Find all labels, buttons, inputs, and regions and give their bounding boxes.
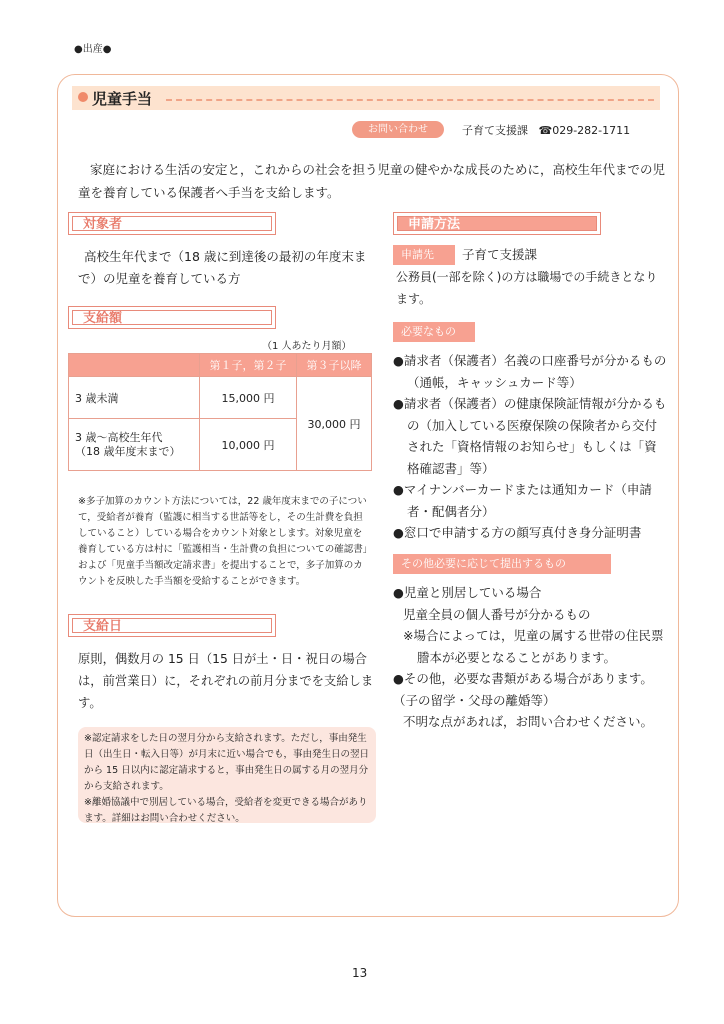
other-item-1: ●児童と別居している場合 <box>393 585 542 600</box>
inquiry-badge: お問い合わせ <box>352 121 444 138</box>
table-header-first-second: 第１子，第２子 <box>200 354 297 377</box>
application-heading-box <box>393 212 601 235</box>
row-label-line2: （18 歳年度末まで） <box>75 444 181 458</box>
required-items-badge: 必要なもの <box>393 322 475 342</box>
amount-unit-note: （1 人あたり月額） <box>262 341 352 352</box>
application-place-badge: 申請先 <box>393 245 455 265</box>
row-under3-label: 3 歳未満 <box>69 377 200 419</box>
other-items-list <box>393 582 671 733</box>
required-item-4: ●窓口で申請する方の顔写真付き身分証明書 <box>393 525 642 540</box>
third-child-value: 30,000 円 <box>297 377 372 471</box>
multi-child-note: ※多子加算のカウント方法については，22 歳年度末までの子について，受給者が養育（監護に相当する世話等をし，その生計費を負担していること）している場合をカウント対象とします。対象児童を養育している方は村に「監護相当・生計費の負担についての確認書」および「児童手当額改定請求書」を提出することで，多子加算のカウントを反映した手当額を受給することができます。 <box>78 496 368 587</box>
eligibility-heading: 対象者 <box>72 216 272 231</box>
amount-heading-box <box>68 306 276 329</box>
other-item-1-note: ※場合によっては，児童の属する世帯の住民票謄本が必要となることがあります。 <box>403 628 664 665</box>
other-item-2: ●その他，必要な書類がある場合があります。 <box>393 671 653 686</box>
page-number: 13 <box>352 966 368 980</box>
title-band <box>72 86 660 110</box>
required-item-3: ●マイナンバーカードまたは通知カード（申請者・配偶者分） <box>393 482 652 519</box>
closing-text: 不明な点があれば，お問い合わせください。 <box>403 714 654 729</box>
required-item-2: ●請求者（保護者）の健康保険証情報が分かるもの（加入している医療保険の保険者から交付された「資格情報のお知らせ」もしくは「資格確認書」等） <box>393 396 667 476</box>
other-items-badge: その他必要に応じて提出するもの <box>393 554 611 574</box>
required-item-1: ●請求者（保護者）名義の口座番号が分かるもの（通帳，キャッシュカード等） <box>393 353 667 390</box>
row-3-to-highschool-label <box>69 419 200 471</box>
inquiry-contact <box>462 122 630 138</box>
title-bullet-icon <box>78 92 88 102</box>
row-3-to-highschool-value: 10,000 円 <box>200 419 297 471</box>
eligibility-heading-box <box>68 212 276 235</box>
payment-heading-box <box>68 614 276 637</box>
amount-heading: 支給額 <box>72 310 272 325</box>
application-place: 子育て支援課 <box>462 247 538 262</box>
section-label: ●出産● <box>74 44 112 55</box>
eligibility-text: 高校生年代まで（18 歳に到達後の最初の年度末まで）の児童を養育している方 <box>78 249 367 286</box>
inquiry-dept: 子育て支援課 <box>462 124 528 137</box>
row-under3-value: 15,000 円 <box>200 377 297 419</box>
payment-heading: 支給日 <box>72 618 272 633</box>
intro-paragraph: 家庭における生活の安定と，これからの社会を担う児童の健やかな成長のために，高校生年代までの児童を養育している保護者へ手当を支給します。 <box>78 162 666 200</box>
other-item-1-detail: 児童全員の個人番号が分かるもの <box>403 606 591 622</box>
title-divider <box>166 99 654 101</box>
amount-table <box>68 353 372 471</box>
payment-note-2: ※離婚協議中で別居している場合，受給者を変更できる場合があります。詳細はお問い合わせください。 <box>84 797 368 824</box>
table-header-empty <box>69 354 200 377</box>
row-label-line1: 3 歳～高校生年代 <box>75 430 163 444</box>
other-item-2-detail: （子の留学・父母の離婚等） <box>393 692 556 708</box>
table-header-third: 第３子以降 <box>297 354 372 377</box>
public-servant-note: 公務員(一部を除く)の方は職場での手続きとなります。 <box>396 270 658 306</box>
required-items-list <box>393 350 669 544</box>
inquiry-phone[interactable]: ☎029-282-1711 <box>538 124 631 137</box>
page-title: 児童手当 <box>92 90 153 108</box>
application-heading: 申請方法 <box>397 216 597 231</box>
payment-note-1: ※認定請求をした日の翌月分から支給されます。ただし，事由発生日（出生日・転入日等）が月末に近い場合でも，事由発生日の翌日から 15 日以内に認定請求すると，事由発生日の属する月の翌月分から支給されます。 <box>84 733 370 792</box>
payment-text: 原則，偶数月の 15 日（15 日が土・日・祝日の場合は，前営業日）に，それぞれの前月分までを支給します。 <box>78 652 374 710</box>
